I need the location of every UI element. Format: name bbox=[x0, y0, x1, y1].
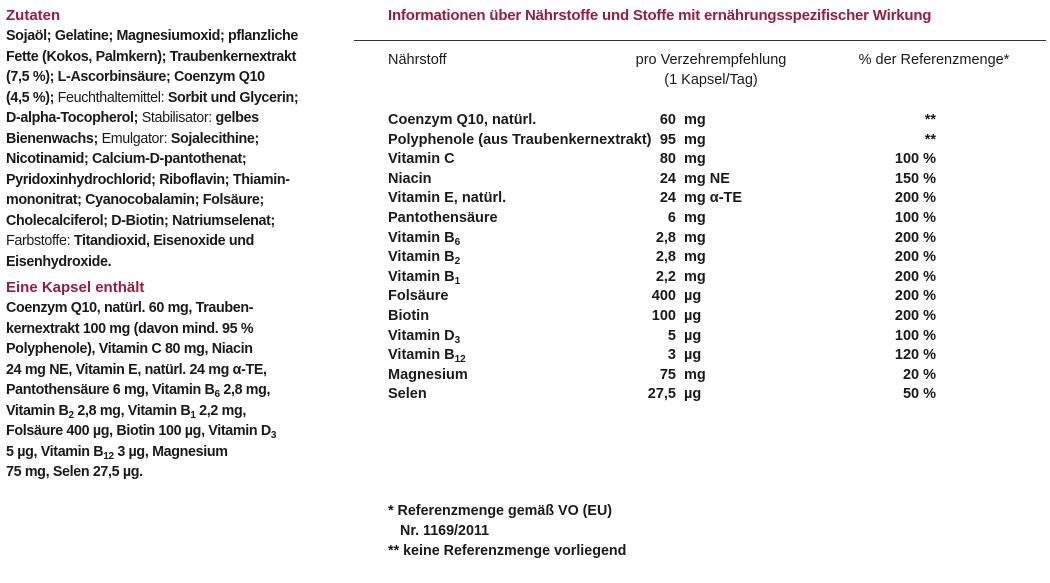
footnote-regulation: Nr. 1169/2011 bbox=[400, 523, 490, 539]
nutrient-subscript: 6 bbox=[454, 236, 461, 248]
capsule-segment: 2 bbox=[68, 409, 74, 421]
nutrient-unit: µg bbox=[684, 347, 702, 364]
nutrient-subscript: 2 bbox=[454, 256, 461, 268]
nutrient-amount: 24 bbox=[659, 170, 676, 187]
nutrient-reference-percent: 20 % bbox=[902, 366, 936, 383]
nutrient-table-title: Informationen über Nährstoffe und Stoffe mit ernährungsspezifischer Wirkung bbox=[388, 7, 932, 24]
nutrient-amount: 27,5 bbox=[647, 386, 676, 403]
ingredients-segment: Stabilisator: bbox=[141, 110, 216, 126]
capsule-segment: Vitamin B bbox=[6, 402, 69, 419]
nutrient-amount: 80 bbox=[659, 151, 676, 168]
nutrient-reference-percent: 150 % bbox=[894, 170, 936, 187]
nutrient-table-body bbox=[388, 111, 1044, 405]
nutrient-name bbox=[388, 268, 460, 288]
nutrient-amount: 95 bbox=[659, 131, 676, 148]
nutrient-unit: mg bbox=[684, 131, 706, 148]
capsule-segment: 2,2 mg, bbox=[195, 402, 246, 419]
left-column bbox=[6, 6, 351, 483]
nutrient-name-text: Magnesium bbox=[388, 366, 468, 383]
nutrient-amount: 5 bbox=[667, 327, 676, 344]
header-per-dose: pro Verzehrempfehlung (1 Kapsel/Tag) bbox=[635, 52, 787, 88]
ingredients-segment: (4,5 %); bbox=[6, 89, 58, 106]
nutrient-amount: 100 bbox=[651, 307, 676, 324]
ingredients-heading: Zutaten bbox=[6, 7, 61, 24]
capsule-segment: Pantothensäure 6 mg, Vitamin B bbox=[6, 382, 215, 398]
nutrient-unit: mg bbox=[684, 268, 706, 285]
nutrient-reference-percent: 100 % bbox=[894, 209, 936, 226]
ingredients-segment: D-alpha-Tocopherol; bbox=[6, 110, 142, 126]
nutrient-name-text: Vitamin C bbox=[388, 151, 455, 168]
nutrient-reference-percent: 200 % bbox=[894, 229, 936, 246]
nutrient-amount: 2,2 bbox=[655, 268, 676, 285]
ingredients-segment: Titandioxid, Eisenoxide und bbox=[73, 233, 254, 249]
footnote-no-reference: ** keine Referenzmenge vorliegend bbox=[388, 543, 627, 559]
table-row bbox=[388, 150, 1044, 170]
capsule-segment: Polyphenole), Vitamin C 80 mg, Niacin bbox=[6, 341, 253, 357]
ingredients-segment: Farbstoffe: bbox=[6, 233, 74, 249]
table-row bbox=[388, 229, 1044, 249]
nutrient-subscript: 1 bbox=[454, 275, 461, 287]
nutrient-name bbox=[388, 189, 506, 209]
nutrient-name bbox=[388, 111, 536, 131]
header-divider bbox=[354, 40, 1046, 41]
nutrient-name-text: Vitamin B bbox=[388, 249, 455, 266]
nutrient-name-text: Niacin bbox=[388, 170, 432, 187]
nutrient-unit: mg bbox=[684, 209, 706, 226]
capsule-segment: 6 bbox=[214, 389, 220, 400]
nutrient-amount: 6 bbox=[667, 209, 676, 226]
nutrient-name bbox=[388, 229, 460, 249]
nutrient-amount: 24 bbox=[659, 190, 676, 207]
capsule-segment: 12 bbox=[103, 450, 114, 462]
nutrient-unit: mg bbox=[684, 229, 706, 246]
ingredients-segment: Sorbit und Glycerin; bbox=[167, 89, 299, 106]
nutrient-unit: µg bbox=[684, 327, 702, 344]
footnote-reference: * Referenzmenge gemäß VO (EU) bbox=[388, 503, 613, 519]
ingredients-segment: Cholecalciferol; D-Biotin; Natriumselenat; bbox=[6, 212, 275, 229]
nutrient-name bbox=[388, 248, 460, 268]
nutrient-amount: 2,8 bbox=[655, 229, 676, 246]
table-row bbox=[388, 209, 1044, 229]
ingredients-segment: Emulgator: bbox=[101, 130, 171, 147]
nutrient-subscript: 3 bbox=[454, 334, 461, 346]
ingredients-segment: mononitrat; Cyanocobalamin; Folsäure; bbox=[6, 192, 264, 208]
table-row bbox=[388, 111, 1044, 131]
capsule-heading: Eine Kapsel enthält bbox=[6, 279, 145, 296]
nutrient-panel bbox=[388, 6, 1044, 559]
nutrient-unit: mg α-TE bbox=[684, 190, 743, 207]
ingredients-segment: (7,5 %); L-Ascorbinsäure; Coenzym Q10 bbox=[6, 69, 265, 85]
nutrient-unit: mg bbox=[684, 366, 706, 383]
ingredients-segment: Sojalecithine; bbox=[170, 130, 259, 147]
nutrient-name-text: Coenzym Q10, natürl. bbox=[388, 112, 537, 128]
ingredients-segment: gelbes bbox=[215, 110, 259, 126]
nutrient-reference-percent: ** bbox=[924, 131, 936, 148]
ingredients-segment: Eisenhydroxide. bbox=[6, 253, 112, 270]
table-row bbox=[388, 346, 1044, 366]
nutrient-name bbox=[388, 131, 652, 151]
table-row bbox=[388, 189, 1044, 209]
table-row bbox=[388, 307, 1044, 327]
footnotes bbox=[388, 501, 626, 561]
ingredients-segment: Fette (Kokos, Palmkern); Traubenkernextrakt bbox=[6, 48, 297, 65]
nutrient-name bbox=[388, 385, 427, 405]
nutrient-reference-percent: 200 % bbox=[894, 307, 936, 324]
nutrient-reference-percent: 120 % bbox=[894, 347, 936, 364]
ingredients-segment: Pyridoxinhydrochlorid; Riboflavin; Thiamin- bbox=[6, 171, 290, 188]
nutrient-reference-percent: ** bbox=[924, 112, 936, 128]
table-row bbox=[388, 287, 1044, 307]
nutrient-name-text: Vitamin B bbox=[388, 229, 455, 246]
nutrient-amount: 60 bbox=[659, 112, 676, 128]
nutrient-name bbox=[388, 327, 460, 347]
ingredients-segment: Bienenwachs; bbox=[6, 130, 102, 147]
nutrient-name bbox=[388, 307, 429, 327]
capsule-segment: Folsäure 400 µg, Biotin 100 µg, Vitamin D bbox=[6, 423, 271, 439]
ingredients-segment: Feuchthaltemittel: bbox=[57, 89, 168, 106]
ingredients-text bbox=[6, 26, 351, 272]
header-reference-percent: % der Referenzmenge* bbox=[858, 52, 1010, 68]
capsule-segment: 2,8 mg, Vitamin B bbox=[73, 402, 191, 419]
ingredients-segment: Nicotinamid; Calcium-D-pantothenat; bbox=[6, 151, 247, 167]
capsule-segment: Coenzym Q10, natürl. 60 mg, Trauben- bbox=[6, 300, 254, 316]
nutrient-name bbox=[388, 209, 498, 229]
nutrient-unit: mg bbox=[684, 151, 706, 168]
nutrient-reference-percent: 200 % bbox=[894, 268, 936, 285]
nutrient-reference-percent: 100 % bbox=[894, 151, 936, 168]
nutrient-name bbox=[388, 366, 468, 386]
capsule-segment: 75 mg, Selen 27,5 µg. bbox=[6, 464, 143, 480]
nutrient-name-text: Biotin bbox=[388, 307, 430, 324]
nutrient-reference-percent: 200 % bbox=[894, 190, 936, 207]
header-nutrient: Nährstoff bbox=[388, 52, 447, 68]
table-row bbox=[388, 170, 1044, 190]
capsule-segment: 1 bbox=[190, 409, 196, 421]
nutrient-name bbox=[388, 346, 466, 366]
nutrient-amount: 3 bbox=[667, 347, 676, 364]
nutrient-name bbox=[388, 150, 455, 170]
nutrient-reference-percent: 50 % bbox=[902, 386, 936, 403]
nutrient-amount: 75 bbox=[659, 366, 676, 383]
capsule-text bbox=[6, 298, 351, 483]
nutrient-name-text: Vitamin B bbox=[388, 347, 455, 364]
capsule-segment: 2,8 mg, bbox=[219, 382, 271, 398]
capsule-segment: 3 µg, Magnesium bbox=[113, 443, 228, 460]
nutrient-unit: mg NE bbox=[684, 170, 730, 187]
nutrient-unit: µg bbox=[684, 386, 702, 403]
nutrient-unit: µg bbox=[684, 288, 702, 305]
nutrient-unit: mg bbox=[684, 112, 706, 128]
capsule-segment: 3 bbox=[270, 430, 277, 441]
nutrient-reference-percent: 100 % bbox=[894, 327, 936, 344]
nutrient-name bbox=[388, 170, 432, 190]
table-row bbox=[388, 131, 1044, 151]
capsule-segment: kernextrakt 100 mg (davon mind. 95 % bbox=[6, 320, 254, 337]
nutrient-name-text: Vitamin E, natürl. bbox=[388, 190, 507, 207]
table-row bbox=[388, 385, 1044, 405]
table-row bbox=[388, 268, 1044, 288]
nutrient-unit: µg bbox=[684, 307, 702, 324]
nutrient-name bbox=[388, 287, 448, 307]
capsule-segment: 5 µg, Vitamin B bbox=[6, 443, 104, 460]
nutrient-name-text: Polyphenole (aus Traubenkernextrakt) bbox=[388, 131, 652, 148]
ingredients-segment: Sojaöl; Gelatine; Magnesiumoxid; pflanzliche bbox=[6, 28, 299, 44]
nutrient-amount: 2,8 bbox=[655, 249, 676, 266]
nutrient-amount: 400 bbox=[651, 288, 676, 305]
nutrient-reference-percent: 200 % bbox=[894, 249, 936, 266]
nutrient-name-text: Folsäure bbox=[388, 288, 449, 305]
nutrient-name-text: Vitamin D bbox=[388, 327, 455, 344]
nutrient-subscript: 12 bbox=[454, 354, 466, 366]
nutrient-unit: mg bbox=[684, 249, 706, 266]
capsule-segment: 24 mg NE, Vitamin E, natürl. 24 mg α-TE, bbox=[6, 361, 267, 378]
table-row bbox=[388, 248, 1044, 268]
nutrient-reference-percent: 200 % bbox=[894, 288, 936, 305]
table-row bbox=[388, 366, 1044, 386]
nutrient-name-text: Selen bbox=[388, 386, 427, 403]
nutrient-name-text: Pantothensäure bbox=[388, 209, 498, 226]
nutrient-name-text: Vitamin B bbox=[388, 268, 455, 285]
table-row bbox=[388, 327, 1044, 347]
